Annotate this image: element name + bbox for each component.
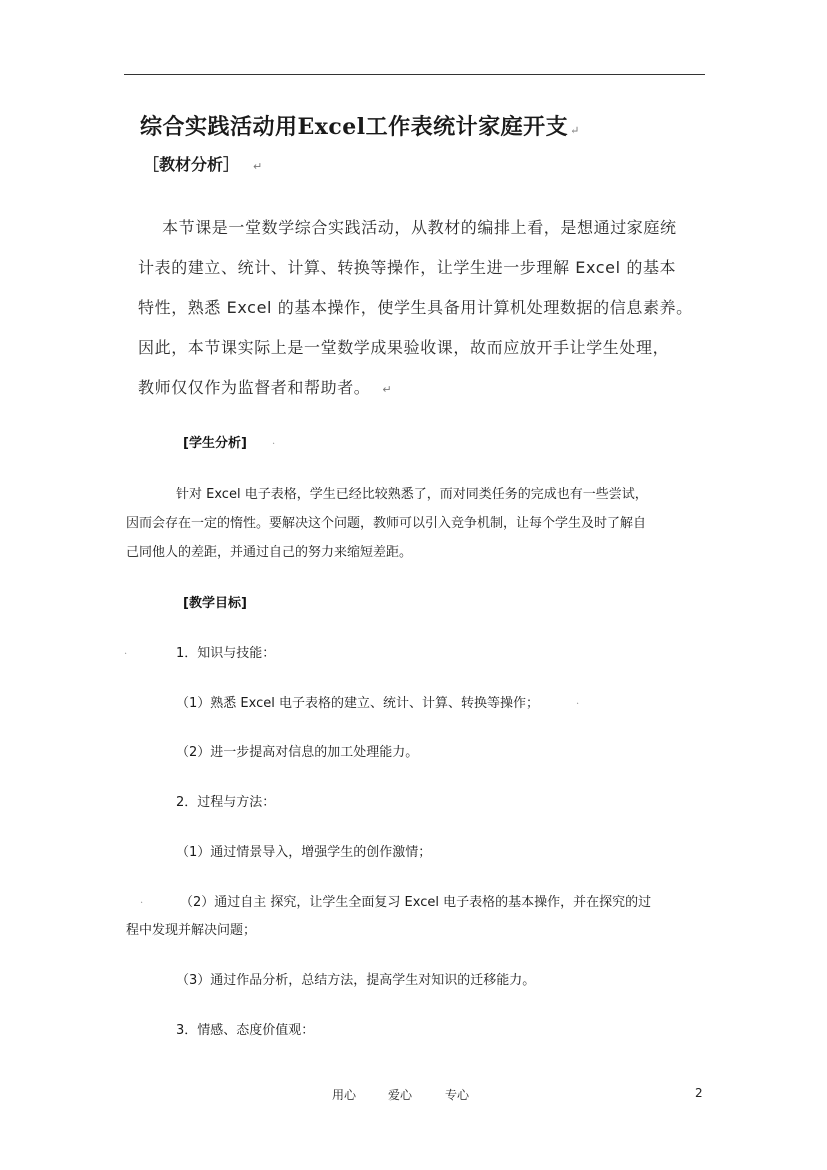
section-heading-goals: [教学目标] [183,596,247,611]
stray-dot: . [140,895,144,906]
page-number: 2 [695,1086,703,1100]
goal-subitem-continued: 程中发现并解决问题； [126,923,257,938]
footer-motto-3: 专心 [445,1088,470,1102]
stray-dot: . [272,436,276,447]
paragraph-line: 因此，本节课实际上是一堂数学成果验收课，故而应放开手让学生处理， [138,338,670,357]
paragraph-mark-icon: ↵ [382,383,393,396]
section-heading-textbook-text: ［教材分析］ [143,155,240,174]
section-heading-textbook [143,152,262,175]
section-heading-student: [学生分析] [183,436,247,451]
paragraph-mark-icon: ↵ [253,160,263,173]
document-title-text: 综合实践活动用Excel工作表统计家庭开支 [140,114,569,140]
header-rule [124,74,705,75]
paragraph-line: 因而会存在一定的惰性。要解决这个问题，教师可以引入竞争机制，让每个学生及时了解自 [126,516,647,531]
footer-motto-2: 爱心 [388,1088,413,1102]
paragraph-line-text: 教师仅仅作为监督者和帮助者。 [138,378,371,397]
goal-subitem: （1）通过情景导入，增强学生的创作激情； [176,845,432,860]
goal-subitem: （3）通过作品分析，总结方法，提高学生对知识的迁移能力。 [176,973,536,988]
document-title [140,110,580,141]
paragraph-line: 己同他人的差距，并通过自己的努力来缩短差距。 [126,545,413,560]
paragraph-line: 针对 Excel 电子表格，学生已经比较熟悉了，而对同类任务的完成也有一些尝试， [176,487,648,502]
stray-dot: . [576,696,580,707]
stray-dot: . [124,646,128,657]
goal-item-values: 3．情感、态度价值观： [176,1023,315,1038]
paragraph-mark-icon: ↵ [570,124,580,137]
textbook-analysis-paragraph [138,208,710,408]
goal-item-knowledge: 1．知识与技能： [176,646,276,661]
paragraph-line: 本节课是一堂数学综合实践活动，从教材的编排上看，是想通过家庭统 [162,218,677,237]
goal-subitem: （1）熟悉 Excel 电子表格的建立、统计、计算、转换等操作； [176,696,539,711]
goal-subitem: （2）通过自主 探究，让学生全面复习 Excel 电子表格的基本操作，并在探究的过 [180,895,652,910]
paragraph-line: 计表的建立、统计、计算、转换等操作，让学生进一步理解 Excel 的基本 [138,258,677,277]
goal-subitem: （2）进一步提高对信息的加工处理能力。 [176,745,419,760]
student-analysis-paragraph [126,480,706,567]
paragraph-line: 特性，熟悉 Excel 的基本操作，使学生具备用计算机处理数据的信息素养。 [138,298,693,317]
footer-motto-1: 用心 [332,1088,357,1102]
goal-item-process: 2．过程与方法： [176,795,276,810]
paragraph-line [138,368,710,408]
